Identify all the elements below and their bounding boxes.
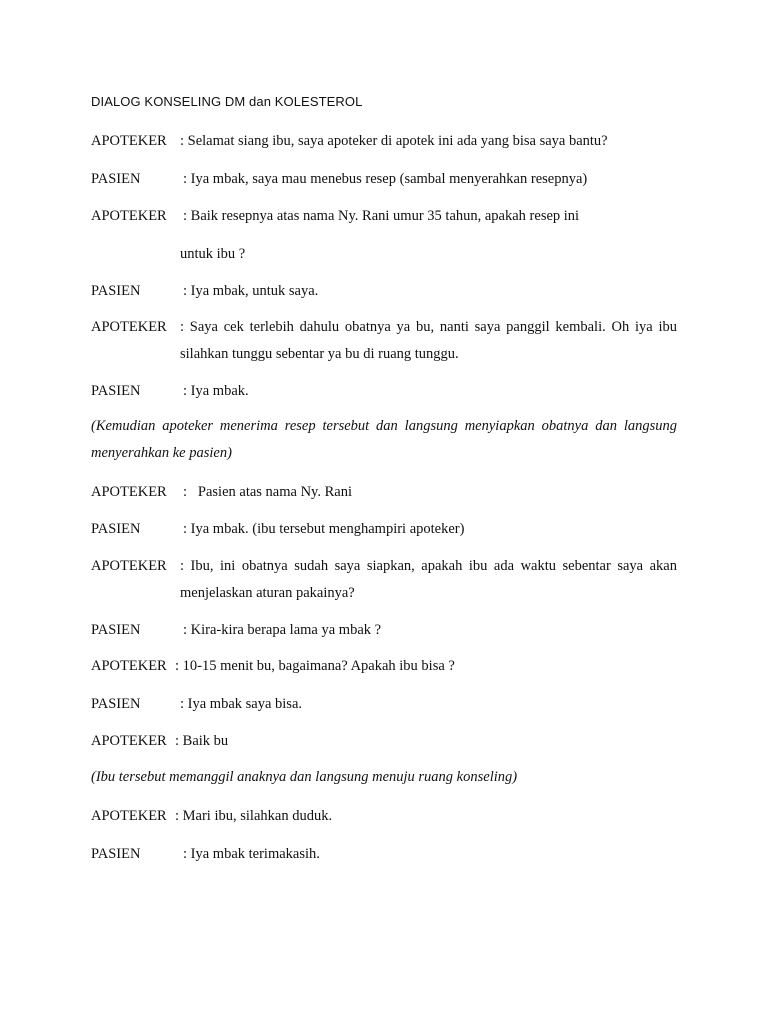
dialog-text: : Iya mbak saya bisa.	[180, 696, 303, 712]
dialog-text: menjelaskan aturan pakainya?	[180, 585, 355, 601]
dialog-text: : Mari ibu, silahkan duduk.	[175, 808, 333, 824]
speaker-name: APOTEKER	[91, 733, 167, 749]
speaker-name: APOTEKER	[91, 133, 167, 149]
speaker-name: APOTEKER	[91, 319, 167, 335]
speaker-name: PASIEN	[91, 846, 141, 862]
speaker-name: PASIEN	[91, 696, 141, 712]
document-title: DIALOG KONSELING DM dan KOLESTEROL	[91, 94, 363, 109]
dialog-text: : Iya mbak. (ibu tersebut menghampiri apoteker)	[183, 521, 465, 537]
dialog-text: : Pasien atas nama Ny. Rani	[183, 484, 352, 500]
speaker-name: PASIEN	[91, 171, 141, 187]
dialog-text: : 10-15 menit bu, bagaimana? Apakah ibu bisa ?	[175, 658, 455, 674]
dialog-text: : Kira-kira berapa lama ya mbak ?	[183, 622, 382, 638]
speaker-name: APOTEKER	[91, 484, 167, 500]
dialog-text: silahkan tunggu sebentar ya bu di ruang tunggu.	[180, 346, 459, 362]
speaker-name: APOTEKER	[91, 208, 167, 224]
dialog-text: : Iya mbak, untuk saya.	[183, 283, 319, 299]
dialog-text: : Iya mbak, saya mau menebus resep (sambal menyerahkan resepnya)	[183, 171, 588, 187]
speaker-name: APOTEKER	[91, 558, 167, 574]
dialog-text: : Baik resepnya atas nama Ny. Rani umur 35 tahun, apakah resep ini	[183, 208, 580, 224]
dialog-text: : Iya mbak.	[183, 383, 249, 399]
stage-direction: (Ibu tersebut memanggil anaknya dan langsung menuju ruang konseling)	[91, 769, 518, 785]
dialog-text: : Saya cek terlebih dahulu obatnya ya bu, nanti saya panggil kembali. Oh iya ibu	[180, 319, 677, 335]
stage-direction: (Kemudian apoteker menerima resep tersebut dan langsung menyiapkan obatnya dan langsung menyerahkan ke pasien)	[91, 418, 677, 461]
dialog-text: : Selamat siang ibu, saya apoteker di apotek ini ada yang bisa saya bantu?	[180, 133, 608, 149]
dialog-text: : Iya mbak terimakasih.	[183, 846, 320, 862]
dialog-text: : Baik bu	[175, 733, 229, 749]
dialog-text: : Ibu, ini obatnya sudah saya siapkan, apakah ibu ada waktu sebentar saya akan	[180, 558, 677, 574]
speaker-name: PASIEN	[91, 622, 141, 638]
speaker-name: APOTEKER	[91, 658, 167, 674]
speaker-name: APOTEKER	[91, 808, 167, 824]
speaker-name: PASIEN	[91, 521, 141, 537]
dialog-text: untuk ibu ?	[180, 246, 246, 262]
speaker-name: PASIEN	[91, 283, 141, 299]
speaker-name: PASIEN	[91, 383, 141, 399]
